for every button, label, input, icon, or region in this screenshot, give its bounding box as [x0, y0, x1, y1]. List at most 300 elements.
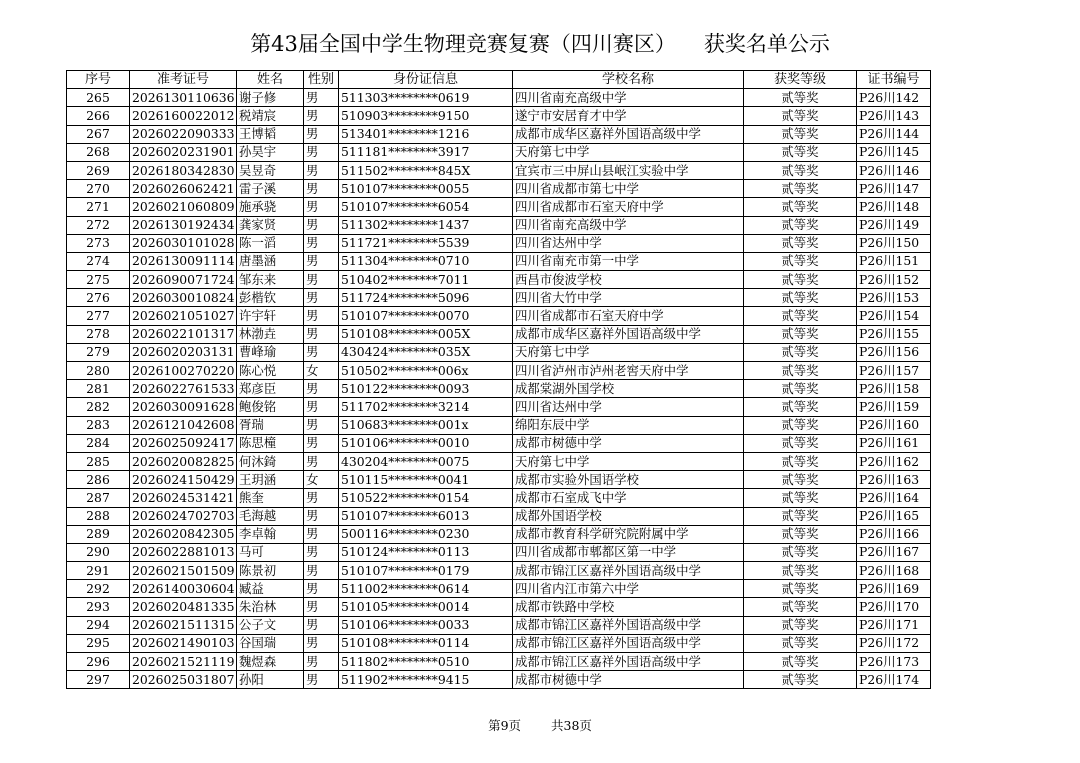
cell-cert-no: P26川147: [857, 180, 931, 198]
cell-seq: 271: [67, 198, 130, 216]
table-header-row: [67, 71, 931, 89]
cell-award: 贰等奖: [744, 452, 857, 470]
cell-id-info: 510106********0033: [339, 616, 513, 634]
cell-gender: 男: [304, 216, 339, 234]
cell-school: 四川省成都市第七中学: [513, 180, 744, 198]
cell-id-info: 430204********0075: [339, 452, 513, 470]
cell-school: 成都市成华区嘉祥外国语高级中学: [513, 125, 744, 143]
cell-school: 四川省达州中学: [513, 398, 744, 416]
cell-exam-id: 2026021521119: [130, 653, 237, 671]
cell-name: 税靖宸: [237, 107, 304, 125]
cell-award: 贰等奖: [744, 198, 857, 216]
cell-exam-id: 2026021490103: [130, 634, 237, 652]
cell-cert-no: P26川158: [857, 380, 931, 398]
cell-cert-no: P26川160: [857, 416, 931, 434]
table-row: [67, 180, 931, 198]
title-sub: 获奖名单公示: [703, 32, 830, 56]
cell-name: 孙阳: [237, 671, 304, 689]
table-row: [67, 634, 931, 652]
cell-exam-id: 2026021060809: [130, 198, 237, 216]
page-footer: [0, 716, 1080, 734]
cell-gender: 男: [304, 507, 339, 525]
cell-award: 贰等奖: [744, 525, 857, 543]
cell-exam-id: 2026090071724: [130, 271, 237, 289]
cell-name: 公子文: [237, 616, 304, 634]
cell-exam-id: 2026020203131: [130, 343, 237, 361]
cell-school: 四川省内江市第六中学: [513, 580, 744, 598]
cell-id-info: 510402********7011: [339, 271, 513, 289]
cell-award: 贰等奖: [744, 180, 857, 198]
cell-cert-no: P26川172: [857, 634, 931, 652]
page-title: [0, 29, 1080, 59]
cell-cert-no: P26川152: [857, 271, 931, 289]
cell-cert-no: P26川146: [857, 161, 931, 179]
cell-name: 李卓翰: [237, 525, 304, 543]
cell-school: 四川省成都市石室天府中学: [513, 198, 744, 216]
cell-award: 贰等奖: [744, 252, 857, 270]
cell-exam-id: 2026021051027: [130, 307, 237, 325]
cell-seq: 274: [67, 252, 130, 270]
cell-school: 绵阳东辰中学: [513, 416, 744, 434]
cell-cert-no: P26川156: [857, 343, 931, 361]
cell-exam-id: 2026130091114: [130, 252, 237, 270]
cell-gender: 男: [304, 598, 339, 616]
cell-cert-no: P26川171: [857, 616, 931, 634]
cell-exam-id: 2026025031807: [130, 671, 237, 689]
cell-school: 成都市铁路中学校: [513, 598, 744, 616]
cell-gender: 男: [304, 653, 339, 671]
cell-school: 成都外国语学校: [513, 507, 744, 525]
cell-award: 贰等奖: [744, 289, 857, 307]
cell-school: 天府第七中学: [513, 452, 744, 470]
cell-gender: 男: [304, 107, 339, 125]
cell-exam-id: 2026021501509: [130, 562, 237, 580]
table-row: [67, 143, 931, 161]
cell-award: 贰等奖: [744, 107, 857, 125]
cell-school: 四川省达州中学: [513, 234, 744, 252]
cell-cert-no: P26川165: [857, 507, 931, 525]
cell-name: 雷子溪: [237, 180, 304, 198]
cell-award: 贰等奖: [744, 143, 857, 161]
cell-gender: 男: [304, 671, 339, 689]
table-row: [67, 125, 931, 143]
cell-id-info: 510107********0055: [339, 180, 513, 198]
cell-id-info: 510107********6054: [339, 198, 513, 216]
table-row: [67, 580, 931, 598]
cell-seq: 284: [67, 434, 130, 452]
header-col-name: 姓名: [237, 71, 304, 89]
cell-gender: 男: [304, 198, 339, 216]
table-row: [67, 434, 931, 452]
cell-id-info: 510903********9150: [339, 107, 513, 125]
cell-award: 贰等奖: [744, 507, 857, 525]
cell-exam-id: 2026024150429: [130, 471, 237, 489]
cell-seq: 291: [67, 562, 130, 580]
cell-id-info: 511502********845X: [339, 161, 513, 179]
cell-name: 胥瑞: [237, 416, 304, 434]
cell-exam-id: 2026022881013: [130, 543, 237, 561]
cell-seq: 280: [67, 362, 130, 380]
cell-exam-id: 2026026062421: [130, 180, 237, 198]
cell-cert-no: P26川144: [857, 125, 931, 143]
cell-gender: 男: [304, 180, 339, 198]
cell-gender: 男: [304, 143, 339, 161]
table-row: [67, 307, 931, 325]
cell-gender: 男: [304, 161, 339, 179]
cell-name: 谢子修: [237, 89, 304, 107]
cell-exam-id: 2026030091628: [130, 398, 237, 416]
cell-exam-id: 2026020082825: [130, 452, 237, 470]
cell-gender: 男: [304, 252, 339, 270]
cell-award: 贰等奖: [744, 89, 857, 107]
cell-seq: 275: [67, 271, 130, 289]
cell-name: 臧益: [237, 580, 304, 598]
cell-gender: 男: [304, 307, 339, 325]
cell-gender: 男: [304, 271, 339, 289]
header-col-id-info: 身份证信息: [339, 71, 513, 89]
cell-gender: 男: [304, 634, 339, 652]
cell-school: 成都市锦江区嘉祥外国语高级中学: [513, 653, 744, 671]
cell-gender: 男: [304, 434, 339, 452]
cell-name: 何沐錡: [237, 452, 304, 470]
cell-seq: 267: [67, 125, 130, 143]
cell-name: 魏煜森: [237, 653, 304, 671]
cell-award: 贰等奖: [744, 234, 857, 252]
cell-award: 贰等奖: [744, 380, 857, 398]
cell-gender: 男: [304, 543, 339, 561]
cell-name: 唐墨涵: [237, 252, 304, 270]
cell-exam-id: 2026030101028: [130, 234, 237, 252]
cell-cert-no: P26川153: [857, 289, 931, 307]
cell-gender: 男: [304, 89, 339, 107]
cell-seq: 282: [67, 398, 130, 416]
cell-cert-no: P26川167: [857, 543, 931, 561]
cell-school: 天府第七中学: [513, 143, 744, 161]
cell-exam-id: 2026130192434: [130, 216, 237, 234]
cell-award: 贰等奖: [744, 271, 857, 289]
cell-award: 贰等奖: [744, 489, 857, 507]
cell-name: 曹峰瑜: [237, 343, 304, 361]
cell-name: 陈一滔: [237, 234, 304, 252]
cell-exam-id: 2026024531421: [130, 489, 237, 507]
cell-id-info: 511721********5539: [339, 234, 513, 252]
cell-name: 陈景初: [237, 562, 304, 580]
cell-award: 贰等奖: [744, 580, 857, 598]
cell-id-info: 513401********1216: [339, 125, 513, 143]
cell-id-info: 510122********0093: [339, 380, 513, 398]
cell-seq: 283: [67, 416, 130, 434]
cell-award: 贰等奖: [744, 562, 857, 580]
cell-school: 成都市树德中学: [513, 671, 744, 689]
cell-school: 成都市锦江区嘉祥外国语高级中学: [513, 616, 744, 634]
table-row: [67, 271, 931, 289]
cell-exam-id: 2026020231901: [130, 143, 237, 161]
table-row: [67, 543, 931, 561]
cell-cert-no: P26川142: [857, 89, 931, 107]
cell-school: 成都市石室成飞中学: [513, 489, 744, 507]
cell-exam-id: 2026020842305: [130, 525, 237, 543]
cell-seq: 269: [67, 161, 130, 179]
cell-exam-id: 2026022101317: [130, 325, 237, 343]
header-col-award: 获奖等级: [744, 71, 857, 89]
cell-seq: 294: [67, 616, 130, 634]
cell-school: 天府第七中学: [513, 343, 744, 361]
cell-seq: 295: [67, 634, 130, 652]
award-table: [66, 70, 931, 689]
cell-school: 四川省大竹中学: [513, 289, 744, 307]
cell-school: 宜宾市三中屏山县岷江实验中学: [513, 161, 744, 179]
cell-cert-no: P26川151: [857, 252, 931, 270]
cell-school: 四川省南充高级中学: [513, 89, 744, 107]
cell-seq: 277: [67, 307, 130, 325]
table-row: [67, 198, 931, 216]
header-col-gender: 性别: [304, 71, 339, 89]
table-row: [67, 653, 931, 671]
cell-school: 成都市实验外国语学校: [513, 471, 744, 489]
header-col-exam-id: 准考证号: [130, 71, 237, 89]
cell-exam-id: 2026100270220: [130, 362, 237, 380]
cell-gender: 男: [304, 234, 339, 252]
table-row: [67, 289, 931, 307]
cell-gender: 男: [304, 616, 339, 634]
cell-cert-no: P26川149: [857, 216, 931, 234]
cell-id-info: 510107********0179: [339, 562, 513, 580]
cell-seq: 288: [67, 507, 130, 525]
cell-exam-id: 2026022761533: [130, 380, 237, 398]
cell-cert-no: P26川161: [857, 434, 931, 452]
cell-gender: 男: [304, 325, 339, 343]
cell-school: 四川省成都市郫都区第一中学: [513, 543, 744, 561]
cell-seq: 289: [67, 525, 130, 543]
cell-school: 四川省泸州市泸州老窖天府中学: [513, 362, 744, 380]
cell-gender: 男: [304, 525, 339, 543]
cell-name: 王博韬: [237, 125, 304, 143]
cell-id-info: 511002********0614: [339, 580, 513, 598]
cell-exam-id: 2026025092417: [130, 434, 237, 452]
cell-id-info: 510107********6013: [339, 507, 513, 525]
cell-exam-id: 2026030010824: [130, 289, 237, 307]
cell-name: 吴昱奇: [237, 161, 304, 179]
cell-cert-no: P26川154: [857, 307, 931, 325]
cell-name: 陈心悦: [237, 362, 304, 380]
cell-name: 朱治林: [237, 598, 304, 616]
cell-gender: 男: [304, 289, 339, 307]
cell-name: 鲍俊铭: [237, 398, 304, 416]
cell-name: 施承骁: [237, 198, 304, 216]
cell-award: 贰等奖: [744, 653, 857, 671]
table-row: [67, 562, 931, 580]
cell-gender: 男: [304, 452, 339, 470]
header-col-school: 学校名称: [513, 71, 744, 89]
cell-seq: 286: [67, 471, 130, 489]
cell-id-info: 510105********0014: [339, 598, 513, 616]
page-number: 第9页: [488, 718, 522, 733]
cell-id-info: 510124********0113: [339, 543, 513, 561]
table-body: [67, 89, 931, 689]
cell-id-info: 510108********005X: [339, 325, 513, 343]
table-row: [67, 598, 931, 616]
cell-gender: 男: [304, 416, 339, 434]
table-row: [67, 216, 931, 234]
table-row: [67, 452, 931, 470]
table-row: [67, 362, 931, 380]
cell-school: 成都市树德中学: [513, 434, 744, 452]
cell-cert-no: P26川169: [857, 580, 931, 598]
table-row: [67, 252, 931, 270]
cell-school: 四川省南充市第一中学: [513, 252, 744, 270]
table-row: [67, 325, 931, 343]
cell-cert-no: P26川148: [857, 198, 931, 216]
cell-name: 林渤垚: [237, 325, 304, 343]
cell-school: 成都市锦江区嘉祥外国语高级中学: [513, 634, 744, 652]
cell-cert-no: P26川170: [857, 598, 931, 616]
cell-award: 贰等奖: [744, 634, 857, 652]
cell-award: 贰等奖: [744, 598, 857, 616]
table-row: [67, 161, 931, 179]
cell-name: 王玥涵: [237, 471, 304, 489]
cell-id-info: 511304********0710: [339, 252, 513, 270]
cell-school: 四川省南充高级中学: [513, 216, 744, 234]
cell-seq: 281: [67, 380, 130, 398]
table-row: [67, 107, 931, 125]
cell-seq: 285: [67, 452, 130, 470]
cell-seq: 287: [67, 489, 130, 507]
cell-award: 贰等奖: [744, 343, 857, 361]
cell-seq: 290: [67, 543, 130, 561]
cell-award: 贰等奖: [744, 434, 857, 452]
cell-gender: 男: [304, 125, 339, 143]
table-row: [67, 616, 931, 634]
cell-id-info: 511702********3214: [339, 398, 513, 416]
cell-award: 贰等奖: [744, 671, 857, 689]
cell-award: 贰等奖: [744, 398, 857, 416]
cell-gender: 女: [304, 362, 339, 380]
cell-cert-no: P26川163: [857, 471, 931, 489]
cell-seq: 296: [67, 653, 130, 671]
table-row: [67, 380, 931, 398]
cell-name: 熊奎: [237, 489, 304, 507]
cell-name: 彭楷钦: [237, 289, 304, 307]
cell-school: 成都市锦江区嘉祥外国语高级中学: [513, 562, 744, 580]
table-row: [67, 507, 931, 525]
cell-school: 成都市成华区嘉祥外国语高级中学: [513, 325, 744, 343]
table-row: [67, 398, 931, 416]
cell-exam-id: 2026022090333: [130, 125, 237, 143]
cell-name: 邹东来: [237, 271, 304, 289]
cell-gender: 男: [304, 580, 339, 598]
table-row: [67, 471, 931, 489]
title-main: 第43届全国中学生物理竞赛复赛（四川赛区）: [250, 32, 676, 56]
cell-cert-no: P26川164: [857, 489, 931, 507]
table-row: [67, 416, 931, 434]
cell-seq: 293: [67, 598, 130, 616]
cell-school: 遂宁市安居育才中学: [513, 107, 744, 125]
cell-seq: 276: [67, 289, 130, 307]
cell-seq: 297: [67, 671, 130, 689]
cell-seq: 266: [67, 107, 130, 125]
cell-award: 贰等奖: [744, 471, 857, 489]
cell-seq: 272: [67, 216, 130, 234]
cell-cert-no: P26川145: [857, 143, 931, 161]
cell-gender: 男: [304, 380, 339, 398]
cell-name: 马可: [237, 543, 304, 561]
cell-gender: 男: [304, 562, 339, 580]
cell-cert-no: P26川173: [857, 653, 931, 671]
table-row: [67, 489, 931, 507]
table-row: [67, 89, 931, 107]
cell-seq: 268: [67, 143, 130, 161]
cell-id-info: 511724********5096: [339, 289, 513, 307]
cell-id-info: 510522********0154: [339, 489, 513, 507]
cell-id-info: 510107********0070: [339, 307, 513, 325]
cell-award: 贰等奖: [744, 216, 857, 234]
cell-name: 龚家贤: [237, 216, 304, 234]
cell-id-info: 510106********0010: [339, 434, 513, 452]
cell-gender: 男: [304, 489, 339, 507]
cell-award: 贰等奖: [744, 161, 857, 179]
cell-seq: 292: [67, 580, 130, 598]
cell-exam-id: 2026160022012: [130, 107, 237, 125]
table-row: [67, 671, 931, 689]
cell-name: 郑彦臣: [237, 380, 304, 398]
cell-cert-no: P26川157: [857, 362, 931, 380]
cell-cert-no: P26川150: [857, 234, 931, 252]
table-row: [67, 343, 931, 361]
cell-cert-no: P26川168: [857, 562, 931, 580]
cell-school: 四川省成都市石室天府中学: [513, 307, 744, 325]
cell-id-info: 510115********0041: [339, 471, 513, 489]
cell-exam-id: 2026140030604: [130, 580, 237, 598]
cell-name: 许宇轩: [237, 307, 304, 325]
cell-seq: 273: [67, 234, 130, 252]
table-row: [67, 525, 931, 543]
cell-award: 贰等奖: [744, 125, 857, 143]
cell-name: 孙昊宇: [237, 143, 304, 161]
cell-id-info: 500116********0230: [339, 525, 513, 543]
cell-id-info: 510502********006x: [339, 362, 513, 380]
header-col-cert-no: 证书编号: [857, 71, 931, 89]
cell-exam-id: 2026024702703: [130, 507, 237, 525]
cell-cert-no: P26川155: [857, 325, 931, 343]
cell-name: 毛海越: [237, 507, 304, 525]
cell-gender: 男: [304, 398, 339, 416]
cell-cert-no: P26川162: [857, 452, 931, 470]
cell-gender: 女: [304, 471, 339, 489]
cell-id-info: 510683********001x: [339, 416, 513, 434]
header-col-seq: 序号: [67, 71, 130, 89]
cell-name: 陈思橦: [237, 434, 304, 452]
cell-cert-no: P26川174: [857, 671, 931, 689]
cell-school: 成都棠湖外国学校: [513, 380, 744, 398]
cell-id-info: 511902********9415: [339, 671, 513, 689]
cell-seq: 270: [67, 180, 130, 198]
cell-id-info: 430424********035X: [339, 343, 513, 361]
cell-seq: 265: [67, 89, 130, 107]
cell-exam-id: 2026021511315: [130, 616, 237, 634]
cell-id-info: 510108********0114: [339, 634, 513, 652]
cell-exam-id: 2026121042608: [130, 416, 237, 434]
page-total: 共38页: [551, 718, 592, 733]
cell-id-info: 511802********0510: [339, 653, 513, 671]
cell-school: 成都市教育科学研究院附属中学: [513, 525, 744, 543]
table-row: [67, 234, 931, 252]
cell-id-info: 511181********3917: [339, 143, 513, 161]
cell-award: 贰等奖: [744, 616, 857, 634]
cell-exam-id: 2026020481335: [130, 598, 237, 616]
cell-cert-no: P26川159: [857, 398, 931, 416]
cell-cert-no: P26川166: [857, 525, 931, 543]
cell-seq: 279: [67, 343, 130, 361]
